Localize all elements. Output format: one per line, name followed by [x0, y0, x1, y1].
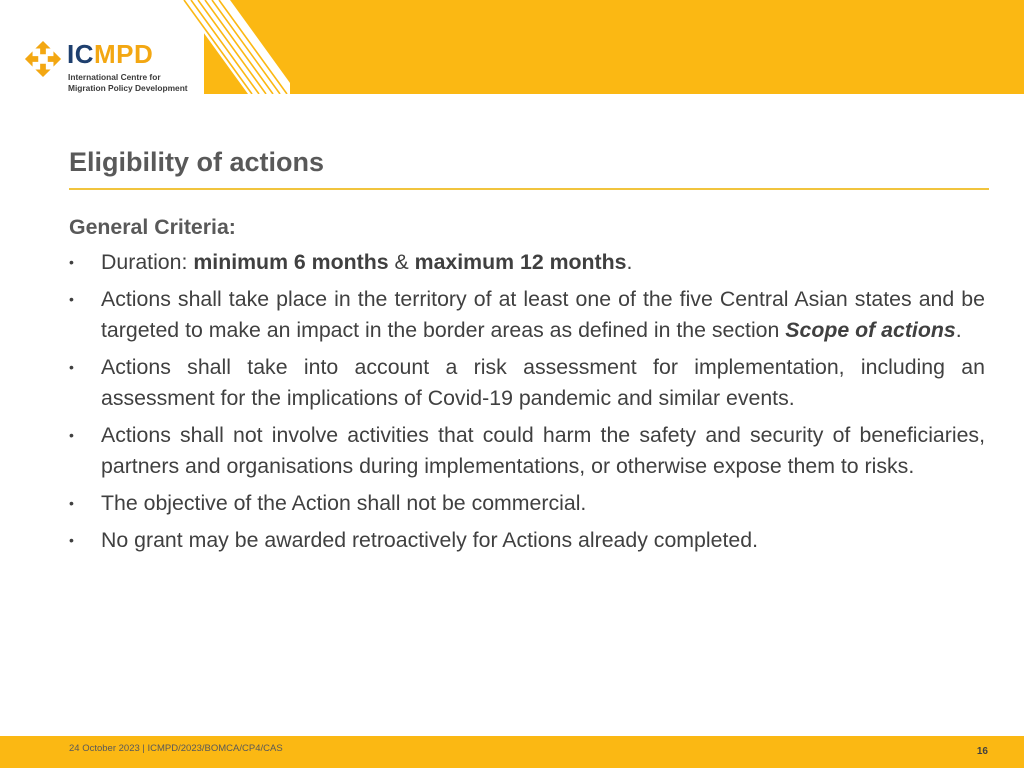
page-number: 16 — [976, 746, 988, 757]
bullet-icon: • — [69, 254, 74, 270]
bullet-icon: • — [69, 291, 74, 307]
bullet-icon: • — [69, 427, 74, 443]
criteria-item — [69, 284, 985, 346]
criteria-text: No grant may be awarded retroactively for Actions already completed. — [101, 528, 758, 552]
criteria-text: maximum 12 months — [414, 250, 627, 274]
criteria-list — [69, 247, 985, 556]
criteria-item — [69, 525, 985, 556]
bullet-icon: • — [69, 495, 74, 511]
bullet-icon: • — [69, 359, 74, 375]
bullet-icon: • — [69, 532, 74, 548]
criteria-text: Actions shall take place in the territory of at least one of the five Central Asian states and be targeted to make an impact in the border areas as defined in the section — [101, 287, 985, 342]
criteria-subheading: General Criteria: — [69, 215, 236, 239]
footer-band — [0, 736, 1024, 768]
logo-subtitle-line2: Migration Policy Development — [68, 83, 188, 93]
title-divider — [69, 188, 989, 190]
icmpd-logo — [24, 38, 204, 98]
criteria-item — [69, 420, 985, 482]
logo-arrows-icon — [24, 40, 62, 78]
criteria-item — [69, 352, 985, 414]
criteria-item — [69, 247, 985, 278]
criteria-text: & — [388, 250, 415, 274]
criteria-item — [69, 488, 985, 519]
logo-subtitle — [68, 72, 188, 94]
header-band — [204, 0, 1024, 94]
criteria-text: . — [955, 318, 962, 342]
criteria-text: Scope of actions — [785, 318, 956, 342]
logo-subtitle-line1: International Centre for — [68, 72, 161, 82]
criteria-text: minimum 6 months — [193, 250, 389, 274]
slide-title: Eligibility of actions — [69, 147, 325, 177]
criteria-text: . — [626, 250, 633, 274]
slide-content — [69, 212, 985, 562]
criteria-text: Actions shall not involve activities that could harm the safety and security of beneficiaries, partners and organisations during implementations, or otherwise expose them to risks. — [101, 423, 985, 478]
logo-title — [67, 40, 153, 68]
logo-title-ic: IC — [67, 39, 94, 69]
logo-title-mpd: MPD — [94, 39, 154, 69]
footer-reference: 24 October 2023 | ICMPD/2023/BOMCA/CP4/CAS — [69, 743, 283, 754]
criteria-text: The objective of the Action shall not be commercial. — [101, 491, 587, 515]
criteria-text: Duration: — [101, 250, 194, 274]
criteria-text: Actions shall take into account a risk assessment for implementation, including an assessment for the implications of Covid-19 pandemic and similar events. — [101, 355, 985, 410]
